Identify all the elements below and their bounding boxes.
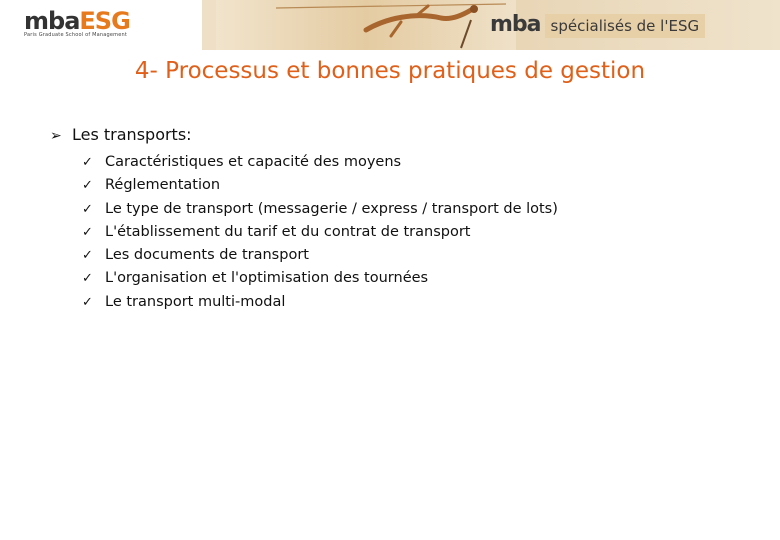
logo	[0, 0, 202, 50]
bullet-list	[82, 151, 558, 314]
checkmark-icon: ✓	[82, 224, 93, 240]
logo-wordmark	[24, 8, 130, 34]
arrow-bullet-icon: ➢	[50, 128, 62, 144]
logo-tagline: Paris Graduate School of Management	[24, 32, 128, 38]
list-item-text: Le transport multi-modal	[105, 293, 286, 310]
list-item	[82, 267, 558, 290]
mba-specialises-brand	[490, 12, 705, 39]
header-banner	[0, 0, 780, 50]
list-item	[82, 221, 558, 244]
slide-title: 4- Processus et bonnes pratiques de gestion	[134, 58, 646, 84]
section-heading-label: Les transports:	[72, 125, 192, 144]
brand-mba: mba	[490, 12, 541, 37]
list-item-text: Réglementation	[105, 177, 221, 194]
list-item	[82, 291, 558, 314]
checkmark-icon: ✓	[82, 178, 93, 194]
list-item	[82, 198, 558, 221]
list-item-text: L'organisation et l'optimisation des tournées	[105, 270, 429, 287]
logo-esg: ESG	[79, 7, 130, 35]
checkmark-icon: ✓	[82, 155, 93, 170]
checkmark-icon: ✓	[82, 201, 93, 217]
section-heading	[50, 125, 192, 144]
checkmark-icon: ✓	[82, 271, 93, 287]
brand-tagline: spécialisés de l'ESG	[545, 14, 706, 38]
list-item	[82, 244, 558, 267]
list-item-text: L'établissement du tarif et du contrat de transport	[105, 223, 471, 240]
logo-mba: mba	[24, 7, 80, 35]
pole-vaulter-image	[216, 0, 516, 50]
list-item-text: Le type de transport (messagerie / express / transport de lots)	[105, 200, 558, 217]
list-item	[82, 151, 558, 174]
list-item-text: Caractéristiques et capacité des moyens	[105, 154, 402, 170]
checkmark-icon: ✓	[82, 248, 93, 264]
list-item	[82, 174, 558, 197]
checkmark-icon: ✓	[82, 294, 93, 310]
list-item-text: Les documents de transport	[105, 247, 309, 264]
